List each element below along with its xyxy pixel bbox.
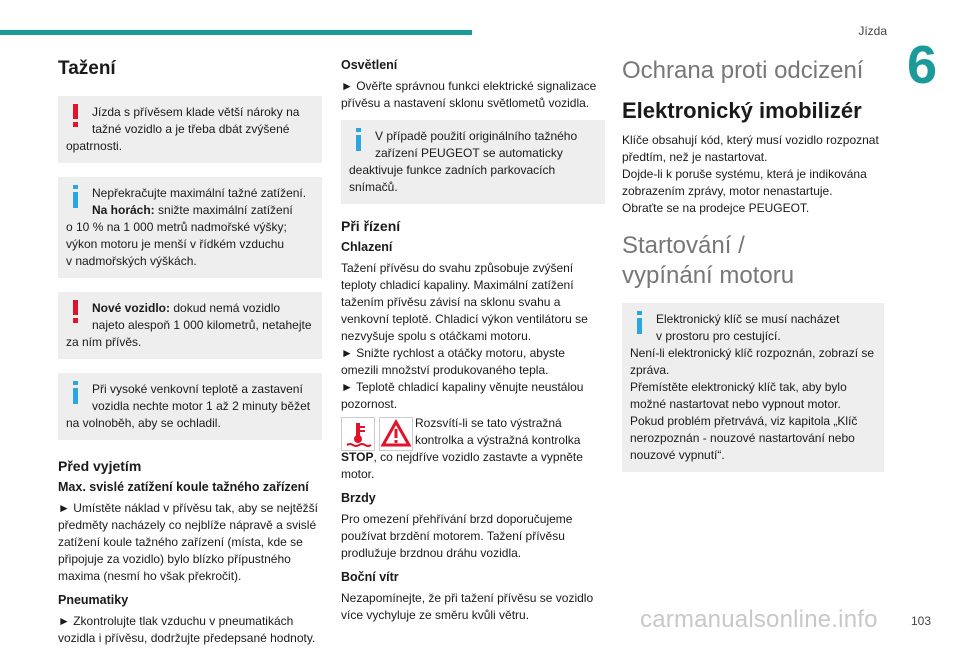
paragraph: ► Zkontrolujte tlak vzduchu v pneumatikách vozidla i přívěsu, dodržujte předepsané hodnoty. [58,614,316,645]
heading-crosswind: Boční vítr [341,570,399,584]
box-text: výkon motoru je menší v řídkém vzduchu [66,237,285,251]
box-text: na volnoběh, aby se ochladil. [66,416,221,430]
info-box [622,303,884,472]
box-text: opatrnosti. [66,139,123,153]
column-3 [622,52,884,486]
watermark: carmanualsonline.info [640,606,878,633]
info-icon [355,128,361,150]
heading-tyres: Pneumatiky [58,593,129,607]
text: kontrolka a výstražná kontrolka [415,433,581,447]
box-text: deaktivuje funkce zadních parkovacích [349,163,556,177]
warning-box [58,292,322,359]
header-accent-bar [0,30,472,35]
section-title-start-stop: Startování / vypínání motoru [622,232,795,289]
heading-max-load: Max. svislé zatížení koule tažného zařízení [58,480,309,494]
paragraph: Tažení přívěsu do svahu způsobuje zvýšení teploty chladicí kapaliny. Maximální zatížení tažením přívěsu závisí na sklonu svahu a venkovní teplotě. Chladicí výkon ventilátoru se nezvyšuje spolu s otáčkami motoru. [341,261,588,343]
paragraph: Klíče obsahují kód, který musí vozidlo rozpoznat předtím, než je nastartovat. [622,133,879,164]
box-text: v nadmořských výškách. [66,254,197,268]
box-text: Při vysoké venkovní teplotě a zastavení [92,382,303,396]
box-text: Nepřekračujte maximální tažné zatížení. [92,186,307,200]
info-box [58,373,322,440]
paragraph: Dojde-li k poruše systému, která je indikována zobrazením zprávy, motor nenastartuje. [622,167,867,198]
paragraph: ► Snižte rychlost a otáčky motoru, abyste omezili množství produkovaného tepla. [341,346,565,377]
box-bold: Na horách: [92,203,155,217]
heading-cooling: Chlazení [341,240,393,254]
paragraph: ► Teplotě chladicí kapaliny věnujte neustálou pozornost. [341,380,584,411]
box-text: snižte maximální zatížení [154,203,293,217]
column-2 [341,52,605,632]
heading-brakes: Brzdy [341,491,376,505]
box-text: o 10 % na 1 000 metrů nadmořské výšky; [66,220,287,234]
paragraph: ► Ověřte správnou funkci elektrické signalizace přívěsu a nastavení sklonu světlometů vozidla. [341,79,597,110]
info-box [58,177,322,278]
box-text: vozidla nechte motor 1 až 2 minuty běžet [92,399,311,413]
box-text: Jízda s přívěsem klade větší nároky na [92,105,300,119]
box-bold: Nové vozidlo: [92,301,171,315]
text: , co nejdříve vozidlo zastavte a vypněte motor. [341,450,583,481]
info-icon [72,185,78,207]
page-number: 103 [910,614,931,628]
warning-box [58,96,322,163]
stop-label: STOP [341,450,374,464]
text: Rozsvítí-li se tato výstražná [415,416,562,430]
info-icon [636,311,642,333]
warning-icon [72,104,78,126]
section-title-towing: Tažení [58,58,116,79]
heading-immobiliser: Elektronický imobilizér [622,98,862,123]
box-text: Elektronický klíč se musí nacházet [656,312,840,326]
box-text: dokud nemá vozidlo [170,301,281,315]
box-text: V případě použití originálního tažného [375,129,578,143]
box-text: Není-li elektronický klíč rozpoznán, zobrazí se zpráva. [630,346,875,377]
stop-warning-icon [379,417,413,451]
coolant-temperature-icon [341,417,375,451]
heading-while-driving: Při řízení [341,218,401,234]
paragraph: Obraťte se na prodejce PEUGEOT. [622,201,810,215]
paragraph: Pro omezení přehřívání brzd doporučujeme používat brzdění motorem. Tažení přívěsu prodlužuje brzdnou dráhu vozidla. [341,512,573,560]
heading-lighting: Osvětlení [341,58,398,72]
box-text: snímačů. [349,180,398,194]
section-title-theft-protection: Ochrana proti odcizení [622,57,864,84]
heading-before-departure: Před vyjetím [58,458,142,474]
paragraph: Nezapomínejte, že při tažení přívěsu se vozidlo více vychyluje ze směru kvůli větru. [341,591,594,622]
chapter-number: 6 [906,35,938,95]
paragraph: ► Umístěte náklad v přívěsu tak, aby se nejtěžší předměty nacházely co nejblíže nápravě a svislé zatížení koule tažného zařízení (místa, kde se připojuje za vozidlo) bylo blízko přípustného maxima (nesmí ho však překročit). [58,501,318,583]
box-text: Pokud problém přetrvává, viz kapitola „Klíč nerozpoznán - nouzové nastartování nebo nouzové vypnutí“. [630,414,858,462]
box-text: zařízení PEUGEOT se automaticky [375,146,563,160]
warning-icon [72,300,78,322]
info-box [341,120,605,204]
box-text: za ním přívěs. [66,335,142,349]
info-icon [72,381,78,403]
box-text: v prostoru pro cestující. [656,329,781,343]
column-1 [58,52,322,655]
running-header: Jízda [858,24,887,38]
box-text: Přemístěte elektronický klíč tak, aby bylo možné nastartovat nebo vypnout motor. [630,380,847,411]
box-text: tažné vozidlo a je třeba dbát zvýšené [92,122,290,136]
box-text: najeto alespoň 1 000 kilometrů, netahejte [92,318,312,332]
warning-lamp-note [341,415,605,449]
